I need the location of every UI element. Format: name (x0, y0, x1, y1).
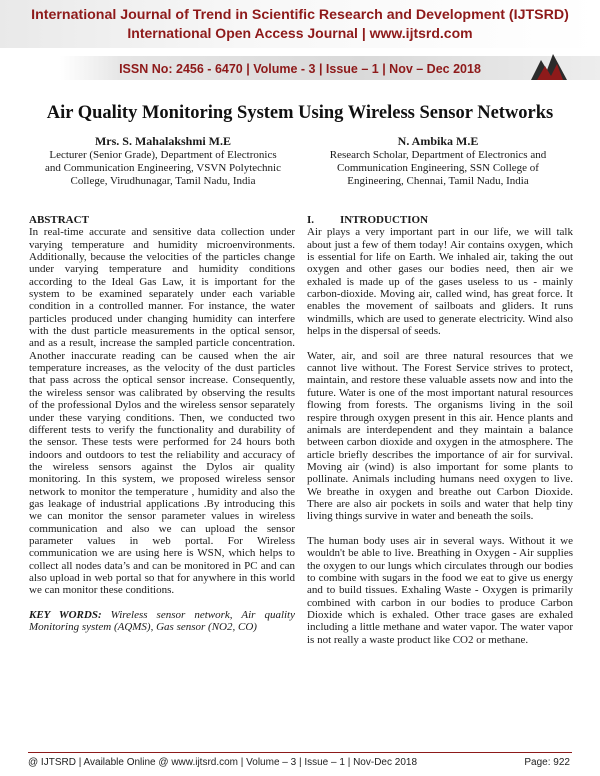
author-block-2 (305, 134, 571, 188)
footer-rule (28, 752, 572, 753)
abstract-text: In real-time accurate and sensitive data collection under varying temperature and humidity microenvironments. Additionally, because the velocities of the particles change under varying temperature and humidity conditions according to the Ideal Gas Law, it is important for the system to be examined separately under each variable condition in a controlled manner. For instance, the water particles produced under changing humidity can interfere with the dust particle measurements in the optical sensor, and as a result, increase the sampled particle concentration. Another inaccurate reading can be caused when the air temperature increases, as the velocity of the dust particles that pass across the optical sensor increase. Consequently, the wireless sensor was calibrated by observing the results of the professional Dylos and the wireless sensor separately under these varying conditions. Then, we conducted two different tests to verify the functionality and durability of the sensor. These tests were performed for 24 hours both indoors and outdoors to test the reliability and accuracy of the wireless sensors against the Dylos air quality monitoring. In this system, we proposed wireless sensor network to monitor the temperature , humidity and also the gas leakage of industrial applications .By introducing this we can monitor the sensor parameter values in wireless communication and also we can upload the sensor parameter values in web portal. For Wireless communication we are using here is WSN, which helps to collect all nodes data’s and can be monitored in PC and can also upload in web portal so that for anywhere in this world we can monitor these conditions. (29, 226, 295, 597)
intro-paragraph: Air plays a very important part in our life, we will talk about just a few of them today! Air contains oxygen, which is essential for life on Earth. We inhaled air, taking the out oxygen and other gases our bodies need, then air we exhaled is made up of the gases useless to us - mainly carbon-dioxide. Moving air, called wind, has great force. It enables the movement of sailboats and gliders. It runs windmills, which are used to generate electricity. Wind also helps in the dispersal of seeds. (307, 226, 573, 338)
abstract-heading: ABSTRACT (29, 214, 89, 226)
journal-title: International Journal of Trend in Scientific Research and Development (IJTSRD) (31, 7, 569, 23)
author-name: N. Ambika M.E (397, 134, 479, 148)
author-affiliation-line: Communication Engineering, SSN College of (337, 162, 539, 174)
author-affiliation-line: Lecturer (Senior Grade), Department of Electronics (49, 149, 277, 161)
journal-subtitle: International Open Access Journal | www.ijtsrd.com (127, 25, 473, 41)
introduction-column (307, 214, 573, 646)
paper-title: Air Quality Monitoring System Using Wireless Sensor Networks (46, 103, 554, 123)
page-footer (0, 752, 600, 776)
keywords-text: Wireless sensor network, Air quality Monitoring system (AQMS), Gas sensor (NO2, CO) (29, 609, 295, 634)
abstract-column (29, 214, 295, 634)
issn-line: ISSN No: 2456 - 6470 | Volume - 3 | Issue – 1 | Nov – Dec 2018 (119, 62, 481, 76)
introduction-heading (307, 214, 573, 226)
ijtsrd-logo-icon (527, 50, 571, 84)
author-affiliation-line: College, Virudhunagar, Tamil Nadu, India (70, 175, 256, 187)
author-affiliation-line: and Communication Engineering, VSVN Polytechnic (45, 162, 281, 174)
intro-paragraph: Water, air, and soil are three natural resources that we cannot live without. The Forest Service strives to protect, maintain, and restore these valuable assets now and into the future. Water is one of the most important natural resources flowing from forests. The organisms living in the soil respire through oxygen present in this air. Hence plants and animals are interdependent and they maintain a balance between carbon dioxide and oxygen in the atmosphere. The article briefly describes the importance of air for survival. Moving air (wind) is also important for some plants to pollinate. Animals including humans need oxygen to live. We breathe in oxygen and breathe out Carbon Dioxide. There are also air pockets in soils and water that help tiny living things survive in water and beneath the soils. (307, 349, 573, 523)
keywords (29, 609, 295, 634)
section-title: INTRODUCTION (340, 214, 429, 226)
intro-paragraph: The human body uses air in several ways. Without it we wouldn't be able to live. Breathing in Oxygen - Air supplies the oxygen to our lungs which circulates through our bodies to combine with sugars in the food we eat to give us energy and to build tissues. Exhaling Waste - Oxygen is primarily combined with carbon in our bodies to produce Carbon Dioxide which is exhaled. Other trace gases are exhaled including a little methane and water vapor. The water vapor is not really a waste product like CO2 or methane. (307, 534, 573, 646)
journal-header (0, 0, 600, 86)
author-name: Mrs. S. Mahalakshmi M.E (94, 134, 231, 148)
author-block-1 (30, 134, 296, 188)
keywords-label: KEY WORDS: (29, 609, 102, 621)
author-affiliation-line: Engineering, Chennai, Tamil Nadu, India (347, 175, 529, 187)
page-number: Page: 922 (524, 757, 570, 768)
section-number: I. (307, 214, 315, 226)
footer-text: @ IJTSRD | Available Online @ www.ijtsrd.com | Volume – 3 | Issue – 1 | Nov-Dec 2018 (28, 757, 417, 768)
author-affiliation-line: Research Scholar, Department of Electronics and (329, 149, 547, 161)
